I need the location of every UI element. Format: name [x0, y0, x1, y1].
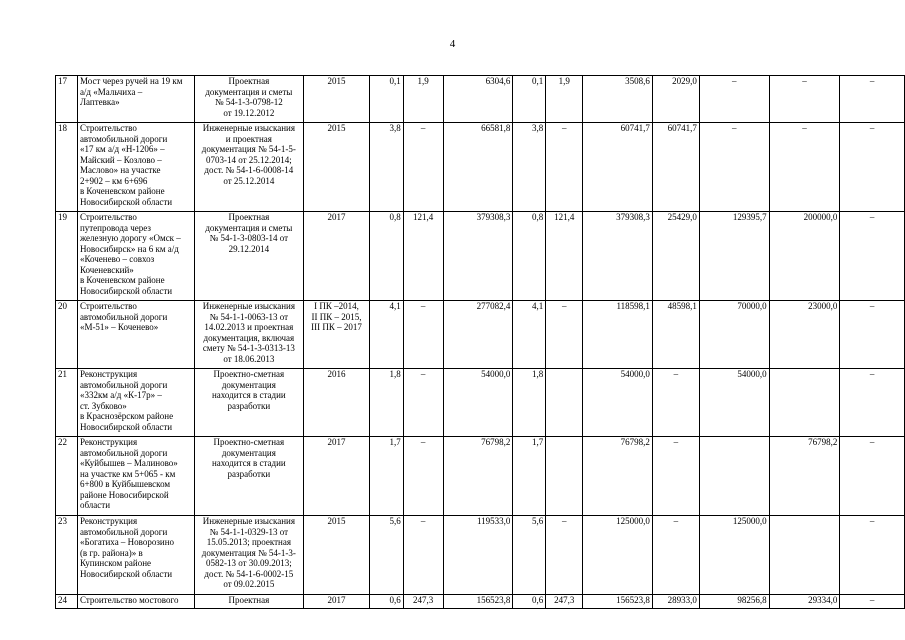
- object-name-line: в Коченевском районе: [79, 275, 165, 285]
- documentation-line: № 54-1-3-0803-14 от: [209, 233, 289, 243]
- cell-amount-other: –: [840, 212, 905, 301]
- cell-length-km-2: 0,1: [513, 76, 546, 123]
- object-name: [77, 437, 194, 516]
- object-name-line: «Куйбышев – Малиново»: [79, 458, 178, 468]
- documentation: [194, 301, 304, 369]
- documentation-line: документация и сметы: [205, 86, 293, 97]
- page-number: 4: [449, 38, 456, 50]
- documentation-line: разработки: [227, 468, 271, 479]
- cell-length-km: 5,6: [369, 516, 403, 595]
- cell-amount-2017: –: [769, 123, 840, 212]
- cell-cost: 379308,3: [443, 212, 513, 301]
- cell-amount-2016: –: [699, 76, 769, 123]
- documentation: [194, 76, 304, 123]
- cell-amount-2017: 23000,0: [769, 301, 840, 369]
- documentation-line: Проектно-сметная: [213, 369, 285, 379]
- cell-bridge-length: 1,9: [403, 76, 443, 123]
- cell-length-km: 0,1: [369, 76, 403, 123]
- cell-cost-2: 125000,0: [583, 516, 653, 595]
- object-name-line: «Богатиха – Новорозино: [79, 537, 175, 547]
- object-name-line: (в гр. района)» в: [79, 547, 143, 558]
- construction-year: [304, 212, 370, 301]
- construction-year: [304, 369, 370, 437]
- documentation-line: Инженерные изыскания: [202, 301, 295, 311]
- cell-amount-other: –: [840, 595, 905, 609]
- cell-length-km-2: 0,8: [513, 212, 546, 301]
- documentation-line: документация: [221, 447, 276, 458]
- table-row: [56, 76, 905, 123]
- cell-cost-2: 3508,6: [583, 76, 653, 123]
- documentation-line: 29.12.2014: [228, 243, 270, 254]
- cell-length-km-2: 5,6: [513, 516, 546, 595]
- cell-amount-2017: 29334,0: [769, 595, 840, 609]
- construction-year-line: 2015: [327, 76, 346, 86]
- construction-year-line: III ПК – 2017: [311, 322, 362, 332]
- cell-cost: 66581,8: [443, 123, 513, 212]
- documentation-line: от 25.12.2014: [223, 175, 275, 186]
- cell-cost: 277082,4: [443, 301, 513, 369]
- documentation: [194, 369, 304, 437]
- cell-bridge-length-2: 121,4: [546, 212, 583, 301]
- documentation-line: разработки: [227, 400, 271, 411]
- cell-length-km-2: 0,6: [513, 595, 546, 609]
- cell-amount-2017: [769, 369, 840, 437]
- object-name-line: Новосибирской области: [79, 421, 173, 432]
- cell-amount-2017: 200000,0: [769, 212, 840, 301]
- object-name: [77, 595, 194, 609]
- documentation-line: дост. № 54-1-6-0008-14: [204, 165, 294, 175]
- cell-bridge-length: –: [403, 437, 443, 516]
- cell-bridge-length-2: 247,3: [546, 595, 583, 609]
- object-name: [77, 516, 194, 595]
- cell-amount-2015: –: [652, 437, 699, 516]
- cell-amount-other: –: [840, 76, 905, 123]
- documentation-line: 14.02.2013 и проектная: [204, 322, 294, 332]
- object-name-line: Новосибирской области: [79, 196, 173, 207]
- object-name-line: автомобильной дороги: [79, 526, 168, 537]
- documentation-line: Проектная: [228, 595, 270, 605]
- table-row: [56, 516, 905, 595]
- object-name-line: Реконструкция: [79, 437, 138, 447]
- cell-amount-2015: 28933,0: [652, 595, 699, 609]
- documentation-line: Проектно-сметная: [213, 437, 285, 447]
- cell-cost: 156523,8: [443, 595, 513, 609]
- construction-year-line: I ПК –2014,: [314, 301, 359, 311]
- documentation-line: документация, включая: [203, 332, 295, 343]
- construction-year-line: 2017: [327, 437, 346, 447]
- row-number: 19: [56, 212, 78, 301]
- documentation-line: документация № 54-1-3-: [201, 547, 296, 558]
- documentation-line: документация и сметы: [205, 222, 293, 233]
- construction-year: [304, 301, 370, 369]
- object-name-line: 6+800 в Куйбышевском: [79, 479, 171, 489]
- cell-cost: 6304,6: [443, 76, 513, 123]
- documentation: [194, 516, 304, 595]
- cell-amount-other: –: [840, 301, 905, 369]
- cell-cost: 76798,2: [443, 437, 513, 516]
- object-name-line: Новосибирск» на 6 км а/д: [79, 243, 179, 254]
- cell-bridge-length: –: [403, 516, 443, 595]
- documentation-line: и проектная: [225, 133, 272, 144]
- cell-amount-2015: 48598,1: [652, 301, 699, 369]
- object-name-line: автомобильной дороги: [79, 133, 168, 144]
- cell-amount-2016: –: [699, 123, 769, 212]
- row-number: 22: [56, 437, 78, 516]
- row-number: 24: [56, 595, 78, 609]
- construction-year: [304, 516, 370, 595]
- object-name-line: Строительство мостового: [79, 595, 179, 605]
- object-name-line: Реконструкция: [79, 516, 138, 526]
- object-name-line: «Коченево – совхоз: [79, 254, 155, 264]
- documentation-line: 0703-14 от 25.12.2014;: [205, 154, 292, 165]
- object-name: [77, 301, 194, 369]
- object-name-line: области: [79, 500, 111, 510]
- cell-amount-2015: 60741,7: [652, 123, 699, 212]
- documentation-line: № 54-1-1-0063-13 от: [209, 311, 289, 322]
- cell-length-km-2: 3,8: [513, 123, 546, 212]
- documentation: [194, 595, 304, 609]
- row-number: 23: [56, 516, 78, 595]
- documentation-line: дост. № 54-1-6-0002-15: [204, 568, 294, 579]
- documentation-line: документация № 54-1-5-: [201, 144, 296, 154]
- object-name-line: 2+902 – км 6+696: [79, 175, 148, 186]
- object-name-line: Строительство: [79, 123, 137, 133]
- documentation: [194, 123, 304, 212]
- documentation-line: Проектная: [228, 212, 270, 222]
- object-name-line: Майский – Козлово –: [79, 154, 162, 165]
- object-name-line: в Краснозёрском районе: [79, 411, 174, 421]
- construction-year: [304, 76, 370, 123]
- object-name: [77, 123, 194, 212]
- cell-length-km-2: 1,7: [513, 437, 546, 516]
- documentation-line: смету № 54-1-3-0313-13: [202, 343, 295, 353]
- documentation-line: № 54-1-3-0798-12: [214, 97, 283, 107]
- object-name-line: на участке км 5+065 - км: [79, 468, 176, 479]
- cell-bridge-length-2: –: [546, 301, 583, 369]
- object-name-line: Маслово» на участке: [79, 165, 161, 175]
- documentation-line: от 18.06.2013: [223, 353, 275, 364]
- cell-amount-2015: –: [652, 516, 699, 595]
- cell-amount-2016: 70000,0: [699, 301, 769, 369]
- cell-cost-2: 54000,0: [583, 369, 653, 437]
- table-row: [56, 123, 905, 212]
- cell-bridge-length-2: [546, 369, 583, 437]
- cell-cost: 119533,0: [443, 516, 513, 595]
- table-row: [56, 595, 905, 609]
- documentation-line: № 54-1-1-0329-13 от: [209, 526, 289, 537]
- object-name-line: Лаптевка»: [79, 97, 120, 107]
- cell-cost-2: 76798,2: [583, 437, 653, 516]
- object-name-line: Строительство: [79, 212, 137, 222]
- object-name-line: районе Новосибирской: [79, 489, 169, 500]
- cell-amount-2016: 98256,8: [699, 595, 769, 609]
- documentation-line: находится в стадии: [211, 458, 286, 468]
- documentation-line: находится в стадии: [211, 390, 286, 400]
- cell-amount-2017: 76798,2: [769, 437, 840, 516]
- construction-year-line: 2015: [327, 123, 346, 133]
- documentation-line: Проектная: [228, 76, 270, 86]
- cell-amount-2017: [769, 516, 840, 595]
- cell-amount-2015: 2029,0: [652, 76, 699, 123]
- documentation: [194, 437, 304, 516]
- construction-year-line: 2017: [327, 212, 346, 222]
- construction-year-line: 2015: [327, 516, 346, 526]
- object-name-line: «М-51» – Коченево»: [79, 322, 159, 332]
- construction-year-line: 2016: [327, 369, 346, 379]
- object-name-line: автомобильной дороги: [79, 379, 168, 390]
- cell-bridge-length: 247,3: [403, 595, 443, 609]
- cell-amount-2015: –: [652, 369, 699, 437]
- cell-bridge-length: –: [403, 369, 443, 437]
- construction-year: [304, 437, 370, 516]
- cell-amount-2015: 25429,0: [652, 212, 699, 301]
- cell-cost: 54000,0: [443, 369, 513, 437]
- projects-table: [55, 75, 905, 609]
- object-name-line: Новосибирской области: [79, 285, 173, 296]
- cell-amount-other: –: [840, 437, 905, 516]
- object-name: [77, 212, 194, 301]
- object-name-line: в Коченевском районе: [79, 186, 165, 196]
- row-number: 18: [56, 123, 78, 212]
- cell-amount-2016: 125000,0: [699, 516, 769, 595]
- cell-bridge-length: –: [403, 301, 443, 369]
- cell-bridge-length: 121,4: [403, 212, 443, 301]
- object-name-line: ст. Зубково»: [79, 400, 127, 411]
- cell-cost-2: 60741,7: [583, 123, 653, 212]
- cell-length-km: 3,8: [369, 123, 403, 212]
- documentation-line: от 09.02.2015: [223, 579, 275, 589]
- object-name: [77, 76, 194, 123]
- table-row: [56, 212, 905, 301]
- object-name-line: Коченевский»: [79, 264, 134, 275]
- row-number: 20: [56, 301, 78, 369]
- object-name-line: «17 км а/д «Н-1206» –: [79, 144, 165, 154]
- row-number: 17: [56, 76, 78, 123]
- cell-amount-other: –: [840, 369, 905, 437]
- construction-year: [304, 595, 370, 609]
- object-name-line: а/д «Мальчиха –: [79, 86, 143, 97]
- cell-amount-2017: –: [769, 76, 840, 123]
- object-name-line: Мост через ручей на 19 км: [79, 76, 183, 86]
- object-name-line: автомобильной дороги: [79, 447, 168, 458]
- cell-cost-2: 156523,8: [583, 595, 653, 609]
- cell-bridge-length-2: [546, 437, 583, 516]
- table-row: [56, 437, 905, 516]
- object-name-line: путепровода через: [79, 222, 151, 233]
- documentation: [194, 212, 304, 301]
- cell-bridge-length-2: –: [546, 123, 583, 212]
- documentation-line: 0582-13 от 30.09.2013;: [205, 558, 292, 568]
- cell-amount-other: –: [840, 516, 905, 595]
- row-number: 21: [56, 369, 78, 437]
- object-name-line: железную дорогу «Омск –: [79, 233, 181, 243]
- cell-bridge-length-2: 1,9: [546, 76, 583, 123]
- object-name-line: Реконструкция: [79, 369, 138, 379]
- cell-length-km: 1,7: [369, 437, 403, 516]
- cell-length-km: 0,6: [369, 595, 403, 609]
- documentation-line: документация: [221, 379, 276, 390]
- documentation-line: Инженерные изыскания: [202, 516, 295, 526]
- cell-bridge-length: –: [403, 123, 443, 212]
- construction-year: [304, 123, 370, 212]
- construction-year-line: II ПК – 2015,: [311, 311, 362, 322]
- construction-year-line: 2017: [327, 595, 346, 605]
- cell-length-km: 1,8: [369, 369, 403, 437]
- table-row: [56, 301, 905, 369]
- object-name-line: «332км а/д «К-17р» –: [79, 390, 162, 400]
- documentation-line: от 19.12.2012: [223, 107, 275, 118]
- object-name-line: Купинском районе: [79, 558, 152, 568]
- object-name-line: автомобильной дороги: [79, 311, 168, 322]
- object-name: [77, 369, 194, 437]
- cell-bridge-length-2: –: [546, 516, 583, 595]
- cell-length-km: 4,1: [369, 301, 403, 369]
- cell-amount-2016: [699, 437, 769, 516]
- cell-cost-2: 379308,3: [583, 212, 653, 301]
- cell-length-km-2: 1,8: [513, 369, 546, 437]
- table-row: [56, 369, 905, 437]
- cell-length-km-2: 4,1: [513, 301, 546, 369]
- cell-length-km: 0,8: [369, 212, 403, 301]
- documentation-line: Инженерные изыскания: [202, 123, 295, 133]
- documentation-line: 15.05.2013; проектная: [206, 537, 292, 547]
- object-name-line: Новосибирской области: [79, 568, 173, 579]
- object-name-line: Строительство: [79, 301, 137, 311]
- cell-amount-other: –: [840, 123, 905, 212]
- cell-amount-2016: 54000,0: [699, 369, 769, 437]
- cell-cost-2: 118598,1: [583, 301, 653, 369]
- cell-amount-2016: 129395,7: [699, 212, 769, 301]
